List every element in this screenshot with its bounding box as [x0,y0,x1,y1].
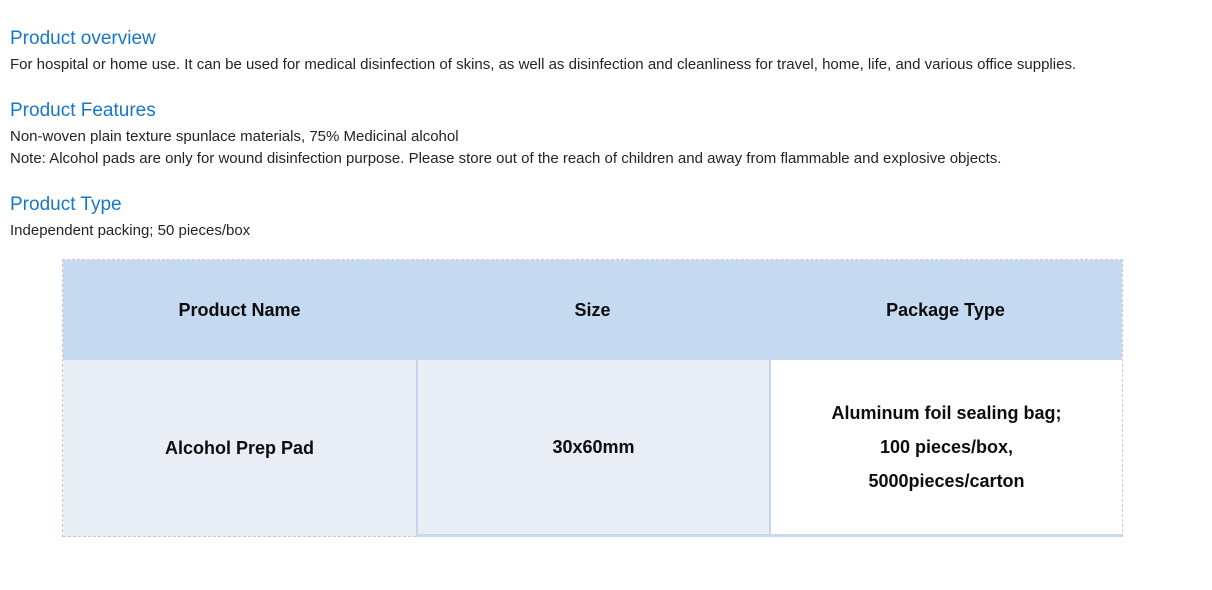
product-features-body [10,126,1202,170]
column-header-size: Size [574,299,611,320]
section-product-features [10,99,1202,170]
package-type-line-3: 5000pieces/carton [868,471,1025,491]
product-overview-body [10,54,1202,76]
product-overview-heading: Product overview [10,28,156,49]
product-overview-paragraph: For hospital or home use. It can be used for medical disinfection of skins, as well as disinfection and cleanliness for travel, home, life, and various office supplies. [10,56,1077,73]
product-type-heading: Product Type [10,194,122,215]
product-type-body [10,220,1202,242]
package-type-line-2: 100 pieces/box, [879,437,1014,457]
section-product-type [10,193,1202,242]
product-features-note: Note: Alcohol pads are only for wound disinfection purpose. Please store out of the reach of children and away from flammable and explosive objects. [10,150,1002,167]
cell-size: 30x60mm [416,360,769,537]
product-spec-table [62,259,1123,537]
cell-product-name: Alcohol Prep Pad [63,360,416,537]
table-header-row [63,260,1122,360]
product-features-heading: Product Features [10,100,156,121]
column-header-package-type: Package Type [886,299,1005,320]
column-header-product-name: Product Name [178,299,301,320]
table-row [63,360,1122,537]
section-product-overview [10,27,1202,76]
cell-package-type [769,360,1122,537]
product-features-line: Non-woven plain texture spunlace materials, 75% Medicinal alcohol [10,128,459,145]
package-type-line-1: Aluminum foil sealing bag; [831,403,1062,423]
product-type-line: Independent packing; 50 pieces/box [10,222,251,239]
